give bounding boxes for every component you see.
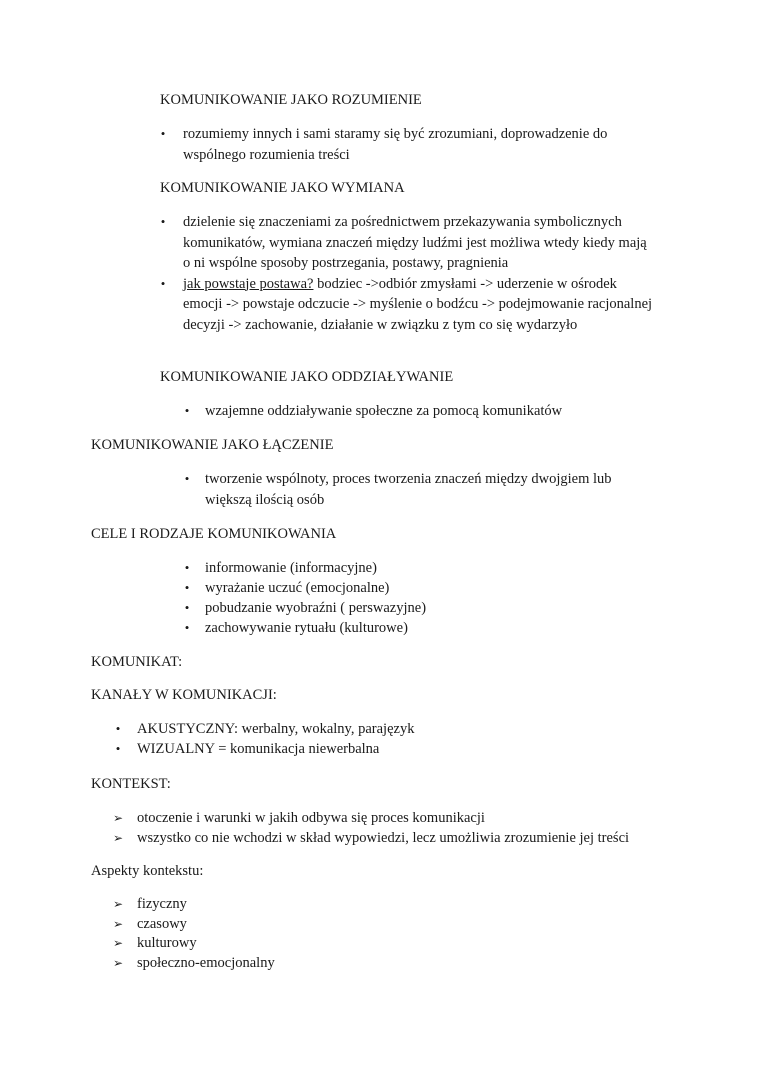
list-item-text: wyrażanie uczuć (emocjonalne) [205, 580, 390, 596]
list-item [114, 895, 414, 915]
list-item-text: dzielenie się znaczeniami za pośrednictwem przekazywania symbolicznych komunikatów, wymiana znaczeń między ludźmi jest możliwa wtedy kiedy mają o ni wspólne sposoby postrzegania, postawy, pragnienia [183, 214, 647, 271]
list-item-text: społeczno-emocjonalny [137, 954, 275, 971]
heading-kanaly: KANAŁY W KOMUNIKACJI: [91, 687, 277, 703]
list-item [160, 212, 655, 274]
bullet-dot-icon: • [184, 580, 190, 595]
list-item [183, 469, 643, 510]
list-item-text: fizyczny [137, 896, 187, 912]
heading-cele: CELE I RODZAJE KOMUNIKOWANIA [91, 526, 337, 542]
list-item-text: informowanie (informacyjne) [205, 560, 377, 576]
list-item-text: pobudzanie wyobraźni ( perswazyjne) [205, 600, 427, 616]
bullet-dot-icon: • [184, 560, 190, 575]
list-item [114, 828, 674, 848]
list-item [183, 558, 583, 578]
heading-rozumienie: KOMUNIKOWANIE JAKO ROZUMIENIE [160, 92, 422, 108]
bullet-dot-icon: • [184, 620, 190, 635]
list-rozumienie [160, 124, 650, 165]
postawa-link[interactable]: jak powstaje postawa? [183, 275, 314, 292]
list-kontekst [114, 808, 674, 848]
list-aspekty [114, 895, 414, 973]
arrow-bullet-icon: ➢ [112, 831, 124, 845]
list-oddzialywanie [183, 401, 663, 422]
list-item [114, 934, 414, 954]
list-item-text: kulturowy [137, 935, 197, 951]
heading-komunikat: KOMUNIKAT: [91, 654, 183, 670]
list-item [183, 598, 583, 618]
list-item-text: tworzenie wspólnoty, proces tworzenia znaczeń między dwojgiem lub większą ilością osób [205, 471, 612, 508]
list-item-text: WIZUALNY = komunikacja niewerbalna [137, 741, 380, 757]
heading-kontekst: KONTEKST: [91, 776, 171, 792]
list-item-text: czasowy [137, 915, 187, 932]
heading-wymiana: KOMUNIKOWANIE JAKO WYMIANA [160, 180, 405, 196]
list-item-text: rozumiemy innych i sami staramy się być zrozumiani, doprowadzenie do wspólnego rozumienia treści [183, 126, 608, 163]
list-item [183, 578, 583, 598]
bullet-dot-icon: • [184, 471, 190, 486]
heading-aspekty: Aspekty kontekstu: [91, 863, 204, 879]
list-item-text: AKUSTYCZNY: werbalny, wokalny, parajęzyk [137, 721, 415, 737]
list-laczenie [183, 469, 643, 510]
bullet-dot-icon: • [115, 721, 121, 736]
list-kanaly [114, 719, 564, 759]
bullet-dot-icon: • [160, 275, 166, 291]
arrow-bullet-icon: ➢ [112, 811, 124, 825]
heading-oddzialywanie: KOMUNIKOWANIE JAKO ODDZIAŁYWANIE [160, 369, 454, 385]
list-item-text: zachowywanie rytuału (kulturowe) [205, 620, 408, 636]
list-item [114, 808, 674, 828]
arrow-bullet-icon: ➢ [112, 955, 124, 970]
bullet-dot-icon: • [160, 126, 166, 141]
list-item [114, 915, 414, 935]
bullet-dot-icon: • [115, 741, 121, 756]
list-item [183, 618, 583, 638]
heading-laczenie: KOMUNIKOWANIE JAKO ŁĄCZENIE [91, 437, 334, 453]
bullet-dot-icon: • [184, 600, 190, 615]
arrow-bullet-icon: ➢ [112, 916, 124, 931]
list-wymiana [160, 212, 655, 335]
list-item-text: wzajemne oddziaływanie społeczne za pomocą komunikatów [205, 403, 563, 419]
bullet-dot-icon: • [160, 214, 166, 229]
list-item [183, 401, 663, 422]
list-cele [183, 558, 583, 638]
list-item [114, 954, 414, 974]
list-item-text: wszystko co nie wchodzi w skład wypowiedzi, lecz umożliwia zrozumienie jej treści [137, 830, 630, 846]
list-item [114, 719, 564, 739]
list-item-postawa [160, 274, 655, 336]
list-item [160, 124, 650, 165]
list-item [114, 739, 564, 759]
arrow-bullet-icon: ➢ [112, 897, 124, 911]
list-item-text: otoczenie i warunki w jakih odbywa się proces komunikacji [137, 810, 485, 826]
bullet-dot-icon: • [184, 403, 190, 418]
postawa-text: bodziec ->odbiór zmysłami -> uderzenie w ośrodek emocji -> powstaje odczucie -> myślenie o bodźcu -> podejmowanie racjonalnej decyzji -> zachowanie, działanie w związku z tym co się wydarzyło [183, 275, 653, 333]
arrow-bullet-icon: ➢ [112, 936, 124, 950]
